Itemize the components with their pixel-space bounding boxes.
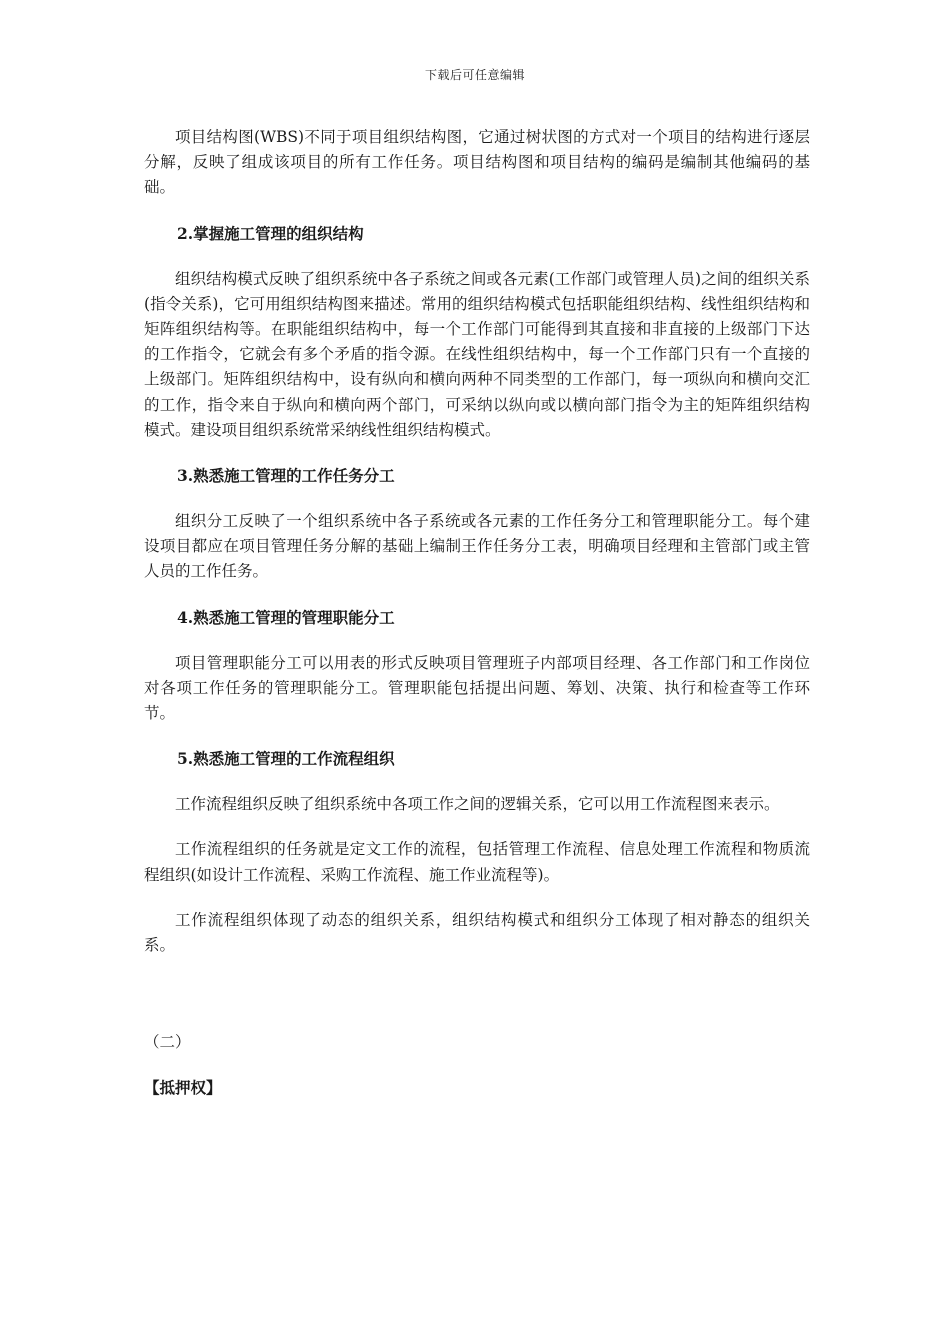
section-title-mortgage: 【抵押权】 <box>144 1078 222 1098</box>
heading-organization-structure: 2.掌握施工管理的组织结构 <box>177 223 364 243</box>
paragraph-workflow-dynamic: 工作流程组织体现了动态的组织关系，组织结构模式和组织分工体现了相对静态的组织关系。 <box>144 910 810 955</box>
paragraph-wbs: 项目结构图(WBS)不同于项目组织结构图，它通过树状图的方式对一个项目的结构进行逐层分解，反映了组成该项目的所有工作任务。项目结构图和项目结构的编码是编制其他编码的基础。 <box>144 128 810 197</box>
paragraph-workflow-tasks: 工作流程组织的任务就是定文工作的流程，包括管理工作流程、信息处理工作流程和物质流程组织(如设计工作流程、采购工作流程、施工作业流程等)。 <box>144 840 810 884</box>
paragraph-task-division: 组织分工反映了一个组织系统中各子系统或各元素的工作任务分工和管理职能分工。每个建设项目都应在项目管理任务分解的基础上编制王作任务分工表，明确项目经理和主管部门或主管人员的工作任务。 <box>144 512 810 581</box>
heading-task-division: 3.熟悉施工管理的工作任务分工 <box>177 466 395 486</box>
section-mark: （二） <box>144 1033 191 1052</box>
document-body <box>144 125 810 1100</box>
paragraph-workflow-logic: 工作流程组织反映了组织系统中各项工作之间的逻辑关系，它可以用工作流程图来表示。 <box>175 795 780 814</box>
paragraph-function-division: 项目管理职能分工可以用表的形式反映项目管理班子内部项目经理、各工作部门和工作岗位对各项工作任务的管理职能分工。管理职能包括提出问题、筹划、决策、执行和检查等工作环节。 <box>144 653 810 723</box>
heading-function-division: 4.熟悉施工管理的管理职能分工 <box>177 607 395 627</box>
heading-workflow-organization: 5.熟悉施工管理的工作流程组织 <box>177 749 395 769</box>
page-header-note: 下载后可任意编辑 <box>424 68 525 82</box>
paragraph-organization-structure: 组织结构模式反映了组织系统中各子系统之间或各元素(工作部门或管理人员)之间的组织关系(指令关系)，它可用组织结构图来描述。常用的组织结构模式包括职能组织结构、线性组织结构和矩阵组织结构等。在职能组织结构中，每一个工作部门可能得到其直接和非直接的上级部门下达的工作指令，它就会有多个矛盾的指令源。在线性组织结构中，每一个工作部门只有一个直接的上级部门。矩阵组织结构中，设有纵向和横向两种不同类型的工作部门，每一项纵向和横向交汇的工作，指令来自于纵向和横向两个部门，可采纳以纵向或以横向部门指令为主的矩阵组织结构模式。建设项目组织系统常采纳线性组织结构模式。 <box>144 269 810 439</box>
